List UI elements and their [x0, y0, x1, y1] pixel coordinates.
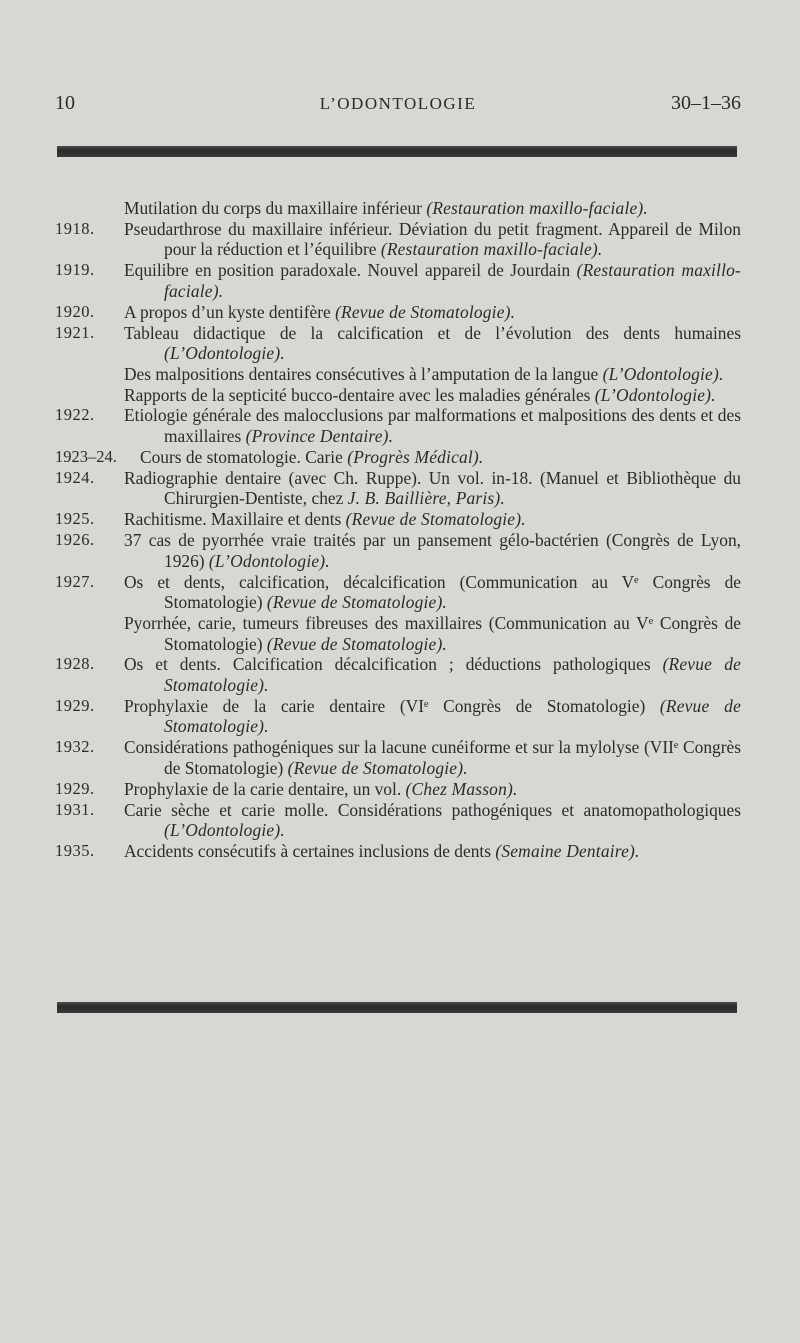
list-item: 1935. Accidents consécutifs à certaines inclusions de dents (Semaine Dentaire). [55, 841, 640, 861]
entry-year: 1918. [55, 218, 95, 238]
running-header [55, 92, 741, 122]
entry-year: 1920. [55, 301, 95, 321]
list-item: 1918. Pseudarthrose du maxillaire inférieur. Déviation du petit fragment. Appareil de Milon pour la réduction et l’équilibre (Restauration maxillo-faciale). [55, 218, 741, 259]
entry-year: 1927. [55, 571, 95, 591]
list-item: 1922. Etiologie générale des malocclusions par malformations et malpositions des dents et des maxillaires (Province Dentaire). [55, 405, 741, 446]
journal-title: L’ODONTOLOGIE [319, 94, 477, 113]
list-item: Rapports de la septicité bucco-dentaire avec les maladies générales (L’Odontologie). [124, 384, 716, 405]
issue-date: 30–1–36 [671, 92, 741, 114]
bottom-rule [57, 1002, 737, 1013]
list-item: 1921. Tableau didactique de la calcification et de l’évolution des dents humaines (L’Odontologie). [55, 322, 741, 363]
entry-year: 1924. [55, 467, 95, 487]
entry-year: 1929. [55, 695, 95, 715]
list-item: Mutilation du corps du maxillaire inférieur (Restauration maxillo-faciale). [124, 198, 648, 218]
entry-year: 1921. [55, 322, 95, 342]
entry-year: 1935. [55, 841, 95, 860]
bibliography-list [55, 198, 741, 862]
list-item: 1925. Rachitisme. Maxillaire et dents (Revue de Stomatologie). [55, 509, 526, 529]
list-item: 1920. A propos d’un kyste dentifère (Revue de Stomatologie). [55, 301, 516, 322]
entry-year: 1929. [55, 778, 95, 798]
page-number: 10 [55, 92, 75, 114]
list-item: 1919. Equilibre en position paradoxale. Nouvel appareil de Jourdain (Restauration maxillo-faciale). [55, 260, 741, 301]
entry-year: 1919. [55, 260, 95, 279]
entry-year: 1931. [55, 799, 95, 819]
list-item: 1926. 37 cas de pyorrhée vraie traités par un pansement gélo-bactérien (Congrès de Lyon, 1926) (L’Odontologie). [55, 530, 741, 571]
list-item: Pyorrhée, carie, tumeurs fibreuses des maxillaires (Communication au Vᵉ Congrès de Stomatologie) (Revue de Stomatologie). [124, 613, 741, 654]
entry-year: 1923–24. [55, 446, 117, 466]
entry-year: 1928. [55, 654, 95, 673]
entry-year: 1922. [55, 405, 95, 424]
list-item: 1929. Prophylaxie de la carie dentaire, un vol. (Chez Masson). [55, 778, 518, 799]
top-rule [57, 146, 737, 157]
list-item: 1923–24. Cours de stomatologie. Carie (Progrès Médical). [55, 446, 484, 467]
list-item: 1929. Prophylaxie de la carie dentaire (VIᵉ Congrès de Stomatologie) (Revue de Stomatologie). [55, 695, 741, 736]
entry-year: 1926. [55, 530, 95, 549]
list-item: 1927. Os et dents, calcification, décalcification (Communication au Vᵉ Congrès de Stomatologie) (Revue de Stomatologie). [55, 571, 741, 612]
list-item: 1928. Os et dents. Calcification décalcification ; déductions pathologiques (Revue de Stomatologie). [55, 654, 742, 695]
list-item: 1932. Considérations pathogéniques sur la lacune cunéiforme et sur la mylolyse (VIIᵉ Congrès de Stomatologie) (Revue de Stomatologie). [55, 737, 741, 778]
list-item: Des malpositions dentaires consécutives à l’amputation de la langue (L’Odontologie). [124, 364, 724, 384]
entry-year: 1925. [55, 509, 95, 528]
list-item: 1931. Carie sèche et carie molle. Considérations pathogéniques et anatomopathologiques (L’Odontologie). [55, 799, 741, 840]
list-item: 1924. Radiographie dentaire (avec Ch. Ruppe). Un vol. in-18. (Manuel et Bibliothèque du Chirurgien-Dentiste, chez J. B. Baillière, Paris). [55, 467, 741, 508]
entry-year: 1932. [55, 737, 95, 756]
